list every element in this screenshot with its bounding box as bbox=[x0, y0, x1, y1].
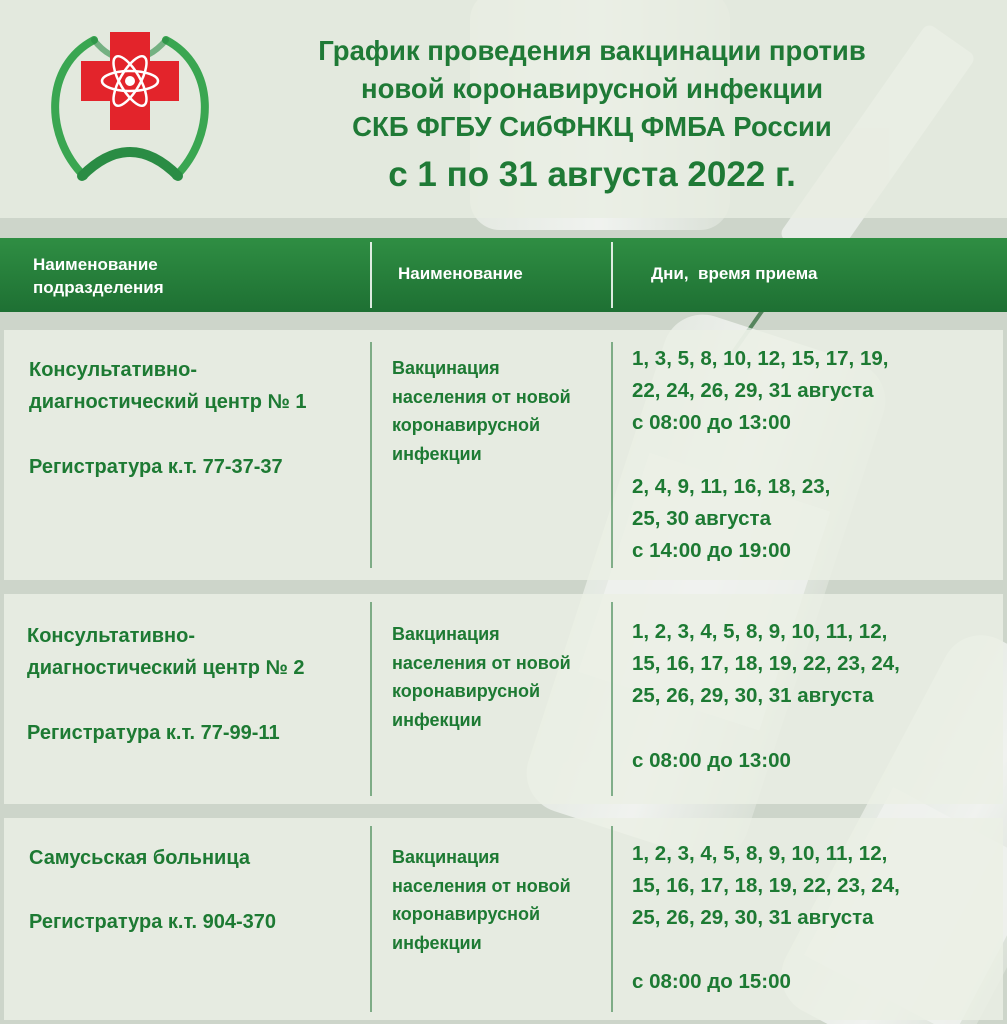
service-line: инфекции bbox=[392, 443, 482, 464]
column-divider bbox=[611, 826, 613, 1012]
title-line-1: График проведения вакцинации против bbox=[318, 35, 866, 66]
table-row bbox=[4, 594, 1003, 804]
column-header-unit-line-2: подразделения bbox=[33, 278, 164, 297]
service-line: Вакцинация bbox=[392, 624, 500, 644]
column-divider bbox=[611, 342, 613, 568]
service-name bbox=[392, 620, 612, 734]
date-range: с 1 по 31 августа 2022 г. bbox=[388, 155, 796, 194]
red-cross-atom-logo-icon bbox=[44, 26, 216, 192]
service-name bbox=[392, 843, 612, 957]
registry-phone: Регистратура к.т. 904-370 bbox=[29, 911, 277, 933]
service-line: коронавирусной bbox=[392, 681, 541, 701]
unit-name-line-2: диагностический центр № 2 bbox=[27, 657, 305, 679]
table-row bbox=[4, 818, 1003, 1020]
service-name bbox=[392, 354, 612, 468]
schedule-line: 15, 16, 17, 18, 19, 22, 23, 24, bbox=[632, 652, 900, 675]
service-line: инфекции bbox=[392, 709, 482, 730]
schedule-line: с 14:00 до 19:00 bbox=[632, 539, 791, 562]
schedule-line: 22, 24, 26, 29, 31 августа bbox=[632, 379, 874, 402]
column-divider bbox=[611, 602, 613, 796]
service-line: населения от новой bbox=[392, 386, 571, 407]
schedule-line: 1, 2, 3, 4, 5, 8, 9, 10, 11, 12, bbox=[632, 842, 888, 865]
column-header-schedule: Дни, время приема bbox=[651, 264, 818, 283]
schedule-line: 15, 16, 17, 18, 19, 22, 23, 24, bbox=[632, 874, 900, 897]
table-row bbox=[4, 330, 1003, 580]
column-divider bbox=[370, 826, 372, 1012]
column-divider bbox=[370, 602, 372, 796]
service-line: Вакцинация bbox=[392, 847, 500, 867]
header-divider bbox=[611, 242, 613, 308]
service-line: инфекции bbox=[392, 932, 482, 953]
service-line: населения от новой bbox=[392, 875, 571, 896]
title-line-2: новой коронавирусной инфекции bbox=[360, 73, 824, 104]
unit-name bbox=[27, 620, 304, 684]
schedule-line: 1, 3, 5, 8, 10, 12, 15, 17, 19, bbox=[632, 347, 889, 370]
service-line: Вакцинация bbox=[392, 358, 500, 378]
unit-name: Самусьская больница bbox=[29, 847, 250, 869]
schedule-time: с 08:00 до 13:00 bbox=[632, 749, 791, 772]
header-divider bbox=[370, 242, 372, 308]
schedule-time: с 08:00 до 15:00 bbox=[632, 970, 791, 993]
table-header bbox=[0, 238, 1007, 312]
schedule-block bbox=[632, 343, 992, 439]
service-line: населения от новой bbox=[392, 652, 571, 673]
schedule-line: 25, 26, 29, 30, 31 августа bbox=[632, 906, 874, 929]
column-divider bbox=[370, 342, 372, 568]
schedule-line: 2, 4, 9, 11, 16, 18, 23, bbox=[632, 475, 831, 498]
page-title bbox=[232, 32, 952, 146]
column-header-unit bbox=[33, 253, 164, 299]
registry-phone: Регистратура к.т. 77-37-37 bbox=[29, 456, 283, 478]
unit-name-line-2: диагностический центр № 1 bbox=[29, 391, 307, 413]
unit-name bbox=[29, 354, 306, 418]
schedule-line: 25, 30 августа bbox=[632, 507, 771, 530]
schedule-line: 25, 26, 29, 30, 31 августа bbox=[632, 684, 874, 707]
service-line: коронавирусной bbox=[392, 904, 541, 924]
unit-name-line-1: Консультативно- bbox=[27, 625, 195, 647]
service-line: коронавирусной bbox=[392, 415, 541, 435]
schedule-line: 1, 2, 3, 4, 5, 8, 9, 10, 11, 12, bbox=[632, 620, 888, 643]
schedule-block bbox=[632, 471, 992, 567]
unit-name-line-1: Консультативно- bbox=[29, 359, 197, 381]
registry-phone: Регистратура к.т. 77-99-11 bbox=[27, 722, 280, 744]
schedule-line: с 08:00 до 13:00 bbox=[632, 411, 791, 434]
column-header-name: Наименование bbox=[398, 264, 523, 283]
schedule-block bbox=[632, 616, 992, 712]
title-line-3: СКБ ФГБУ СибФНКЦ ФМБА России bbox=[352, 111, 832, 142]
schedule-block bbox=[632, 838, 992, 934]
column-header-unit-line-1: Наименование bbox=[33, 255, 158, 274]
